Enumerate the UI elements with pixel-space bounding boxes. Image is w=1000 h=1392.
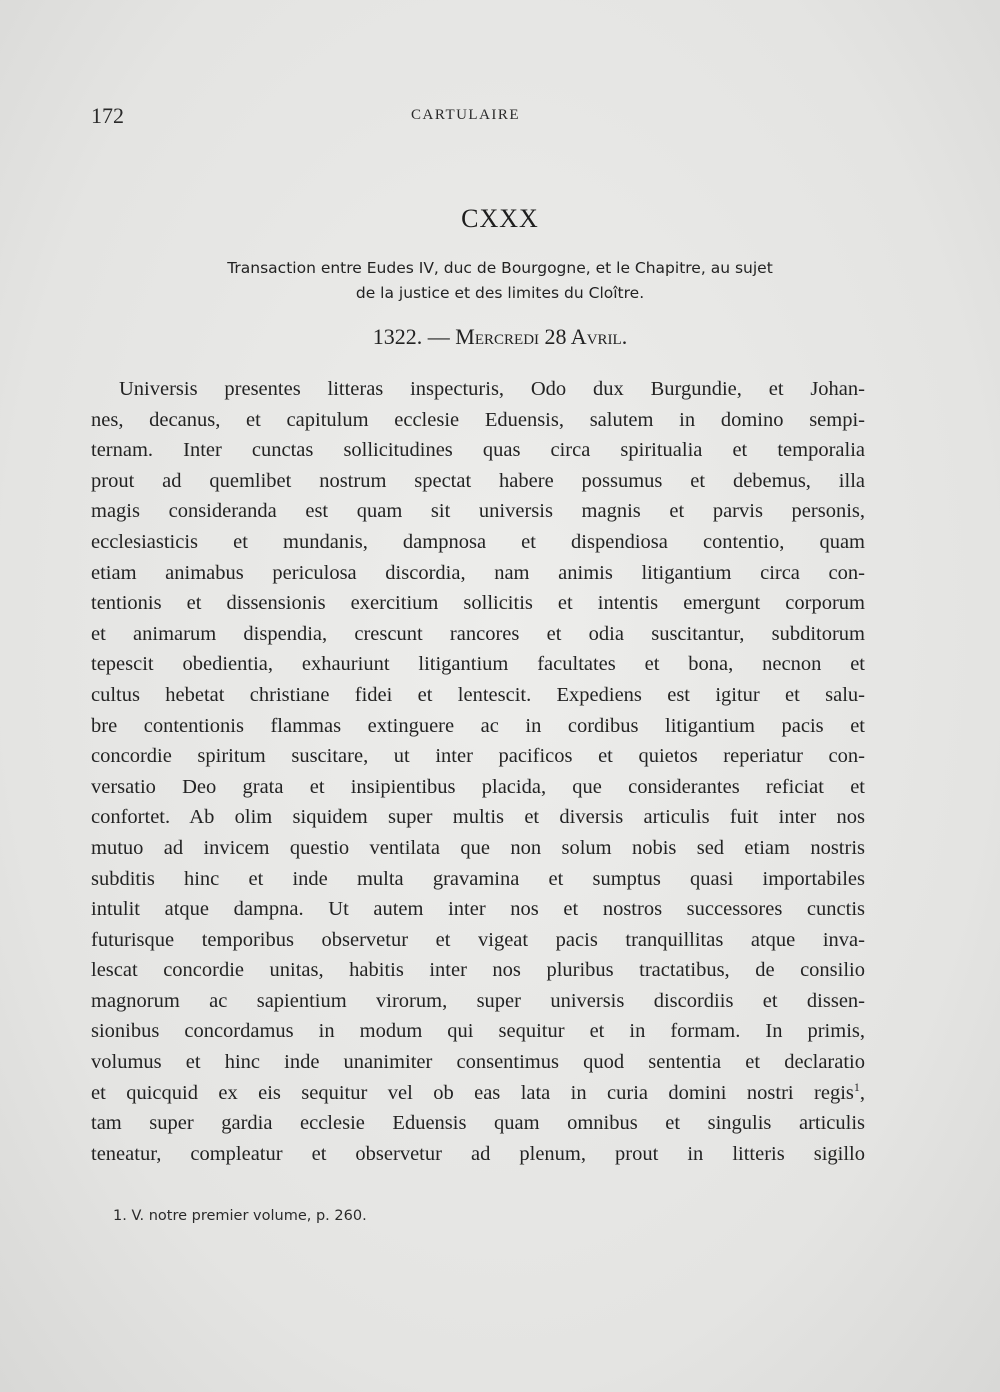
body-line: Universis presentes litteras inspecturis, Odo dux Burgundie, et Johan-	[119, 378, 865, 400]
page-number: 172	[91, 103, 124, 128]
charter-date-year: 1322. —	[372, 324, 456, 349]
body-line: tam super gardia ecclesie Eduensis quam omnibus et singulis articulis	[91, 1112, 865, 1135]
running-head: CARTULAIRE	[411, 107, 521, 123]
body-line: etiam animabus periculosa discordia, nam animis litigantium circa con-	[91, 561, 865, 584]
footnote-reference-suffix: ,	[859, 1081, 865, 1104]
body-line: magnorum ac sapientium virorum, super universis discordiis et dissen-	[91, 989, 865, 1012]
body-line: tentionis et dissensionis exercitium sollicitis et intentis emergunt corporum	[91, 592, 865, 615]
body-line: tepescit obedientia, exhauriunt litigantium facultates et bona, necnon et	[91, 653, 865, 676]
charter-title	[130, 256, 870, 306]
footnote-reference: 1	[853, 1079, 860, 1094]
body-line: intulit atque dampna. Ut autem inter nos et nostros successores cunctis	[91, 898, 865, 921]
body-line	[91, 1078, 865, 1109]
body-line: sionibus concordamus in modum qui sequitur et in formam. In primis,	[91, 1020, 865, 1043]
charter-body	[91, 374, 865, 1169]
body-line: magis consideranda est quam sit universis magnis et parvis personis,	[91, 500, 865, 523]
body-line: concordie spiritum suscitare, ut inter pacificos et quietos reperiatur con-	[91, 745, 865, 768]
body-line: cultus hebetat christiane fidei et lentescit. Expediens est igitur et salu-	[91, 683, 865, 706]
body-line: nes, decanus, et capitulum ecclesie Eduensis, salutem in domino sempi-	[91, 408, 865, 431]
charter-title-line: Transaction entre Eudes IV, duc de Bourgogne, et le Chapitre, au sujet	[227, 259, 773, 277]
charter-date	[0, 324, 1000, 350]
body-line: versatio Deo grata et insipientibus placida, que considerantes reficiat et	[91, 775, 865, 798]
charter-title-line: de la justice et des limites du Cloître.	[355, 284, 645, 302]
charter-number: CXXX	[461, 204, 539, 233]
body-line: volumus et hinc inde unanimiter consentimus quod sententia et declaratio	[91, 1051, 865, 1074]
body-line: ecclesiasticis et mundanis, dampnosa et dispendiosa contentio, quam	[91, 530, 865, 553]
page-header	[91, 103, 865, 129]
body-line: teneatur, compleatur et observetur ad plenum, prout in litteris sigillo	[91, 1142, 865, 1165]
body-line: ternam. Inter cunctas sollicitudines quas circa spiritualia et temporalia	[91, 439, 865, 462]
body-line: subditis hinc et inde multa gravamina et sumptus quasi importabiles	[91, 867, 865, 890]
body-line: et animarum dispendia, crescunt rancores et odia suscitantur, subditorum	[91, 622, 865, 645]
body-line: mutuo ad invicem questio ventilata que non solum nobis sed etiam nostris	[91, 836, 865, 859]
footnote: 1. V. notre premier volume, p. 260.	[113, 1208, 367, 1224]
body-line: bre contentionis flammas extinguere ac in cordibus litigantium pacis et	[91, 714, 865, 737]
body-line: futurisque temporibus observetur et vigeat pacis tranquillitas atque inva-	[91, 928, 865, 951]
body-line: lescat concordie unitas, habitis inter nos pluribus tractatibus, de consilio	[91, 959, 865, 982]
body-line: prout ad quemlibet nostrum spectat habere possumus et debemus, illa	[91, 469, 865, 492]
body-line: confortet. Ab olim siquidem super multis et diversis articulis fuit inter nos	[91, 806, 865, 829]
charter-date-day: Mercredi 28 Avril.	[455, 324, 628, 349]
body-line-text: et quicquid ex eis sequitur vel ob eas lata in curia domini nostri regis	[91, 1081, 854, 1104]
